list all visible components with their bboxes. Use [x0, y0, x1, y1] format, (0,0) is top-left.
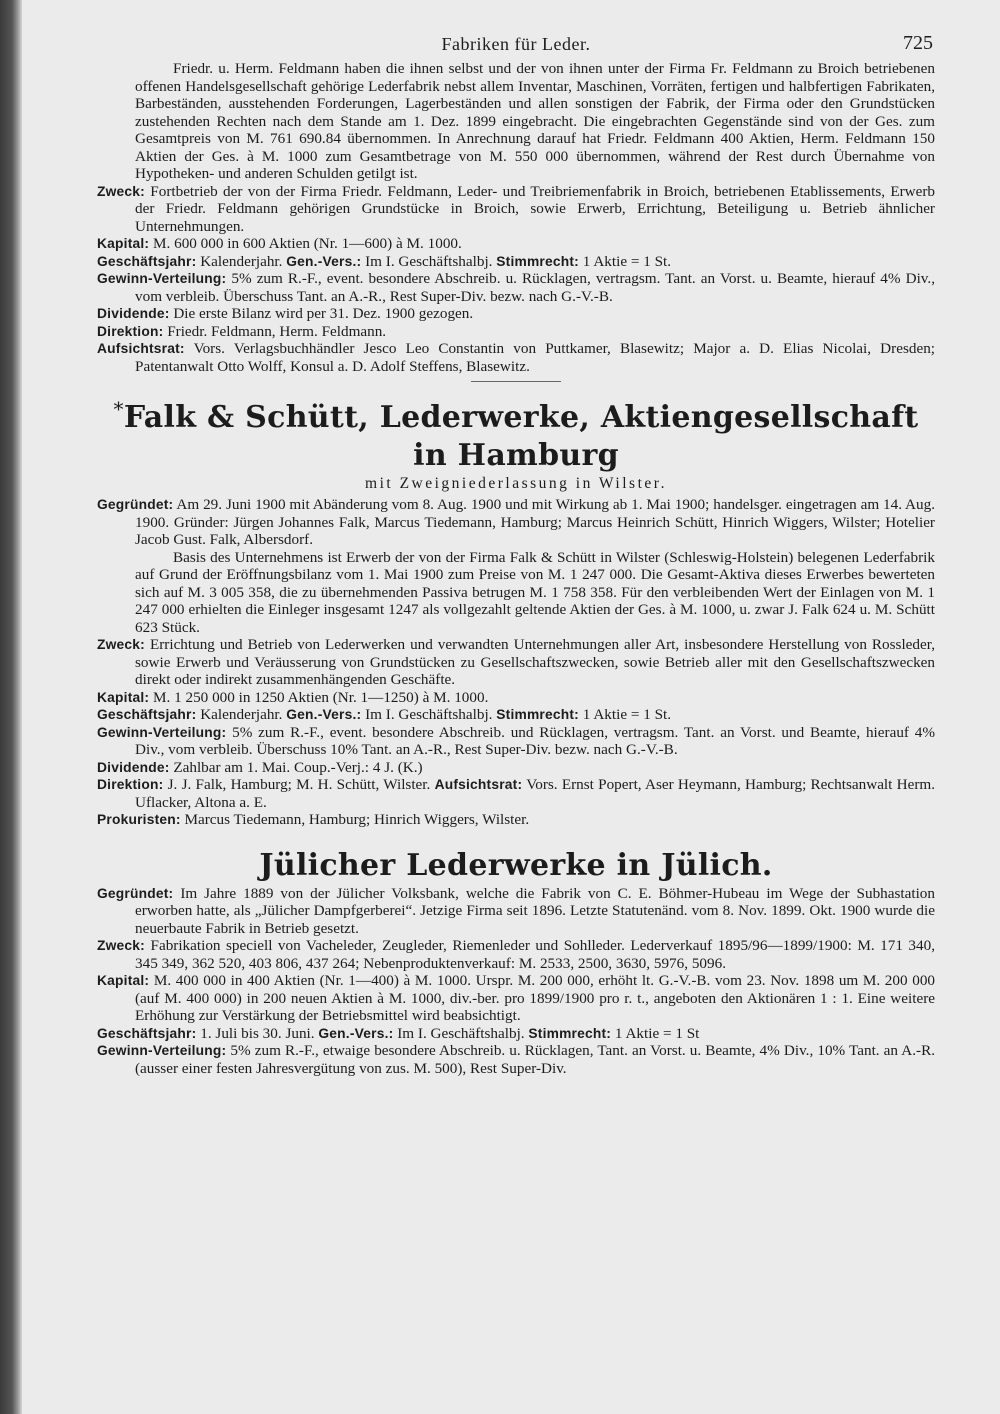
- falk-gegruendet: Gegründet: Am 29. Juni 1900 mit Abänderung vom 8. Aug. 1900 und mit Wirkung ab 1. Mai 1900; handelsger. eingetragen am 14. Aug. 1900. Gründer: Jürgen Johannes Falk, Marcus Tiedemann, Hamburg; Marcus Heinrich Schütt, Hinrich Wiggers, Wilster; Hotelier Jacob Gust. Falk, Albersdorf.: [97, 496, 935, 548]
- juelich-gegruendet: Gegründet: Im Jahre 1889 von der Jülicher Volksbank, welche die Fabrik von C. E. Böhmer-Hubeau im Wege der Subhastation erworben hatte, als „Jülicher Dampfgerberei“. Jetzige Firma seit 1896. Letzte Statutenänd. vom 8. Nov. 1899. Okt. 1900 wurde die neuerbaute Fabrik in Betrieb gesetzt.: [97, 884, 935, 937]
- juelich-geschaeftsjahr: Geschäftsjahr: 1. Juli bis 30. Juni. Gen.-Vers.: Im I. Geschäftshalbj. Stimmrecht: 1 Aktie = 1 St: [97, 1024, 700, 1042]
- document-page: [97, 30, 935, 1077]
- feldmann-dividende: Dividende: Die erste Bilanz wird per 31. Dez. 1900 gezogen.: [97, 305, 474, 322]
- falk-geschaeftsjahr: Geschäftsjahr: Kalenderjahr. Gen.-Vers.: Im I. Geschäftshalbj. Stimmrecht: 1 Aktie = 1 St.: [97, 706, 672, 723]
- feldmann-kapital: Kapital: M. 600 000 in 600 Aktien (Nr. 1—600) à M. 1000.: [97, 235, 462, 252]
- feldmann-aufsichtsrat: Aufsichtsrat: Vors. Verlagsbuchhändler Jesco Leo Constantin von Puttkamer, Blasewitz; Major a. D. Elias Nicolai, Dresden; Patentanwalt Otto Wolff, Konsul a. D. Adolf Steffens, Blasewitz.: [97, 340, 936, 375]
- page-number: 725: [903, 32, 933, 54]
- juelich-gewinn: Gewinn-Verteilung: 5% zum R.-F., etwaige besondere Abschreib. u. Rücklagen, Tant. an Vorst. u. Beamte, 4% Div., 10% Tant. an A.-R. (ausser einer festen Jahresvergütung von zus. M. 500), Rest Super-Div.: [97, 1042, 935, 1077]
- falk-basis: Basis des Unternehmens ist Erwerb der von der Firma Falk & Schütt in Wilster (Schleswig-Holstein) belegenen Lederfabrik auf Grund der Eröffnungsbilanz vom 1. Mai 1900 zum Preise von M. 1 247 000. Die Gesamt-Aktiva dieses Erwerbes bewerteten sich auf M. 3 005 358, die zu übernehmenden Passiva betrugen M. 1 758 358. Für den verbleibenden Wert der Einlagen von M. 1 247 000 erhielten die Einleger insgesamt 1247 als vollgezahlt geltende Aktien der Ges. à M. 1000, u. zwar J. Falk 624 u. M. Schütt 623 Stück.: [135, 548, 935, 636]
- falk-gewinn: Gewinn-Verteilung: 5% zum R.-F., event. besondere Abschreib. und Rücklagen, vertragsm. Tant. an Vorst. und Beamte, hierauf 4% Div., vom verbleib. Überschuss 10% Tant. an A.-R., Rest Super-Div. bezw. nach G.-V.-B.: [97, 723, 936, 758]
- juelich-zweck: Zweck: Fabrikation speciell von Vacheleder, Zeugleder, Riemenleder und Sohlleder. Lederverkauf 1895/96—1899/1900: M. 171 340, 345 349, 362 520, 403 806, 437 264; Nebenproduktenverkauf: M. 2533, 2500, 3630, 5976, 5096.: [97, 937, 936, 972]
- book-spine-shadow: [0, 0, 22, 1414]
- section-separator: [471, 381, 561, 382]
- falk-title: *Falk & Schütt, Lederwerke, Aktiengesellschaft in Hamburg: [113, 397, 919, 473]
- feldmann-intro: Friedr. u. Herm. Feldmann haben die ihnen selbst und der von ihnen unter der Firma Fr. Feldmann zu Broich betriebenen offenen Handelsgesellschaft gehörige Lederfabrik nebst allem Inventar, Maschinen, Vorräten, fertigen und halbfertigen Fabrikaten, Barbeständen, ausstehenden Forderungen, Lagerbeständen und allen sonstigen der Fabrik, der Firma oder den Grundstücken zustehenden Rechten nach dem Stande am 1. Dez. 1899 eingebracht. Die eingebrachten Gegenstände sind von der Ges. zum Gesamtpreis von M. 761 690.84 übernommen. In Anrechnung darauf hat Friedr. Feldmann 400 Aktien, Herm. Feldmann 150 Aktien der Ges. à M. 1000 zum Gesamtbetrage von M. 550 000 übernommen, während der Rest durch Übernahme von Hypotheken- und anderen Schulden getilgt ist.: [135, 60, 935, 182]
- header-title: Fabriken für Leder.: [441, 34, 591, 54]
- running-header: [97, 30, 935, 60]
- feldmann-direktion: Direktion: Friedr. Feldmann, Herm. Feldmann.: [97, 322, 387, 340]
- falk-zweck: Zweck: Errichtung und Betrieb von Lederwerken und verwandten Unternehmungen aller Art, insbesondere Herstellung von Rossleder, sowie Erwerb und Veräusserung von Grundstücken zu Gesellschaftszwecken, sowie Betrieb aller mit den Gesellschaftszwecken direkt oder indirekt zusammenhängenden Geschäfte.: [97, 636, 936, 688]
- feldmann-gewinn: Gewinn-Verteilung: 5% zum R.-F., event. besondere Abschreib. u. Rücklagen, vertragsm. Tant. an Vorst. u. Beamte, hierauf 4% Div., vom verbleib. Überschuss Tant. an A.-R., Rest Super-Div. bezw. nach G.-V.-B.: [97, 270, 935, 305]
- falk-kapital: Kapital: M. 1 250 000 in 1250 Aktien (Nr. 1—1250) à M. 1000.: [97, 688, 489, 706]
- falk-subtitle: mit Zweigniederlassung in Wilster.: [365, 475, 667, 492]
- falk-direktion: Direktion: J. J. Falk, Hamburg; M. H. Schütt, Wilster. Aufsichtsrat: Vors. Ernst Popert, Aser Heymann, Hamburg; Rechtsanwalt Herm. Uflacker, Altona a. E.: [97, 776, 935, 811]
- feldmann-geschaeftsjahr: Geschäftsjahr: Kalenderjahr. Gen.-Vers.: Im I. Geschäftshalbj. Stimmrecht: 1 Aktie = 1 St.: [97, 252, 672, 270]
- falk-prokuristen: Prokuristen: Marcus Tiedemann, Hamburg; Hinrich Wiggers, Wilster.: [97, 811, 530, 828]
- juelich-title: Jülicher Lederwerke in Jülich.: [259, 847, 773, 883]
- feldmann-zweck: Zweck: Fortbetrieb der von der Firma Friedr. Feldmann, Leder- und Treibriemenfabrik in Broich, betriebenen Etablissements, Erwerb der Friedr. Feldmann gehörigen Grundstücke in Broich, sowie Erwerb, Errichtung, Beteiligung u. Betrieb ähnlicher Unternehmungen.: [97, 182, 936, 235]
- falk-dividende: Dividende: Zahlbar am 1. Mai. Coup.-Verj.: 4 J. (K.): [97, 758, 423, 776]
- juelich-kapital: Kapital: M. 400 000 in 400 Aktien (Nr. 1—400) à M. 1000. Urspr. M. 200 000, erhöht lt. G.-V.-B. vom 23. Nov. 1898 um M. 200 000 (auf M. 400 000) in 200 neuen Aktien à M. 1000, div.-ber. pro 1899/1900 pro r. t., angeboten den Aktionären 1 : 1. Eine weitere Erhöhung zur Verstärkung der Betriebsmittel wird beabsichtigt.: [97, 972, 936, 1024]
